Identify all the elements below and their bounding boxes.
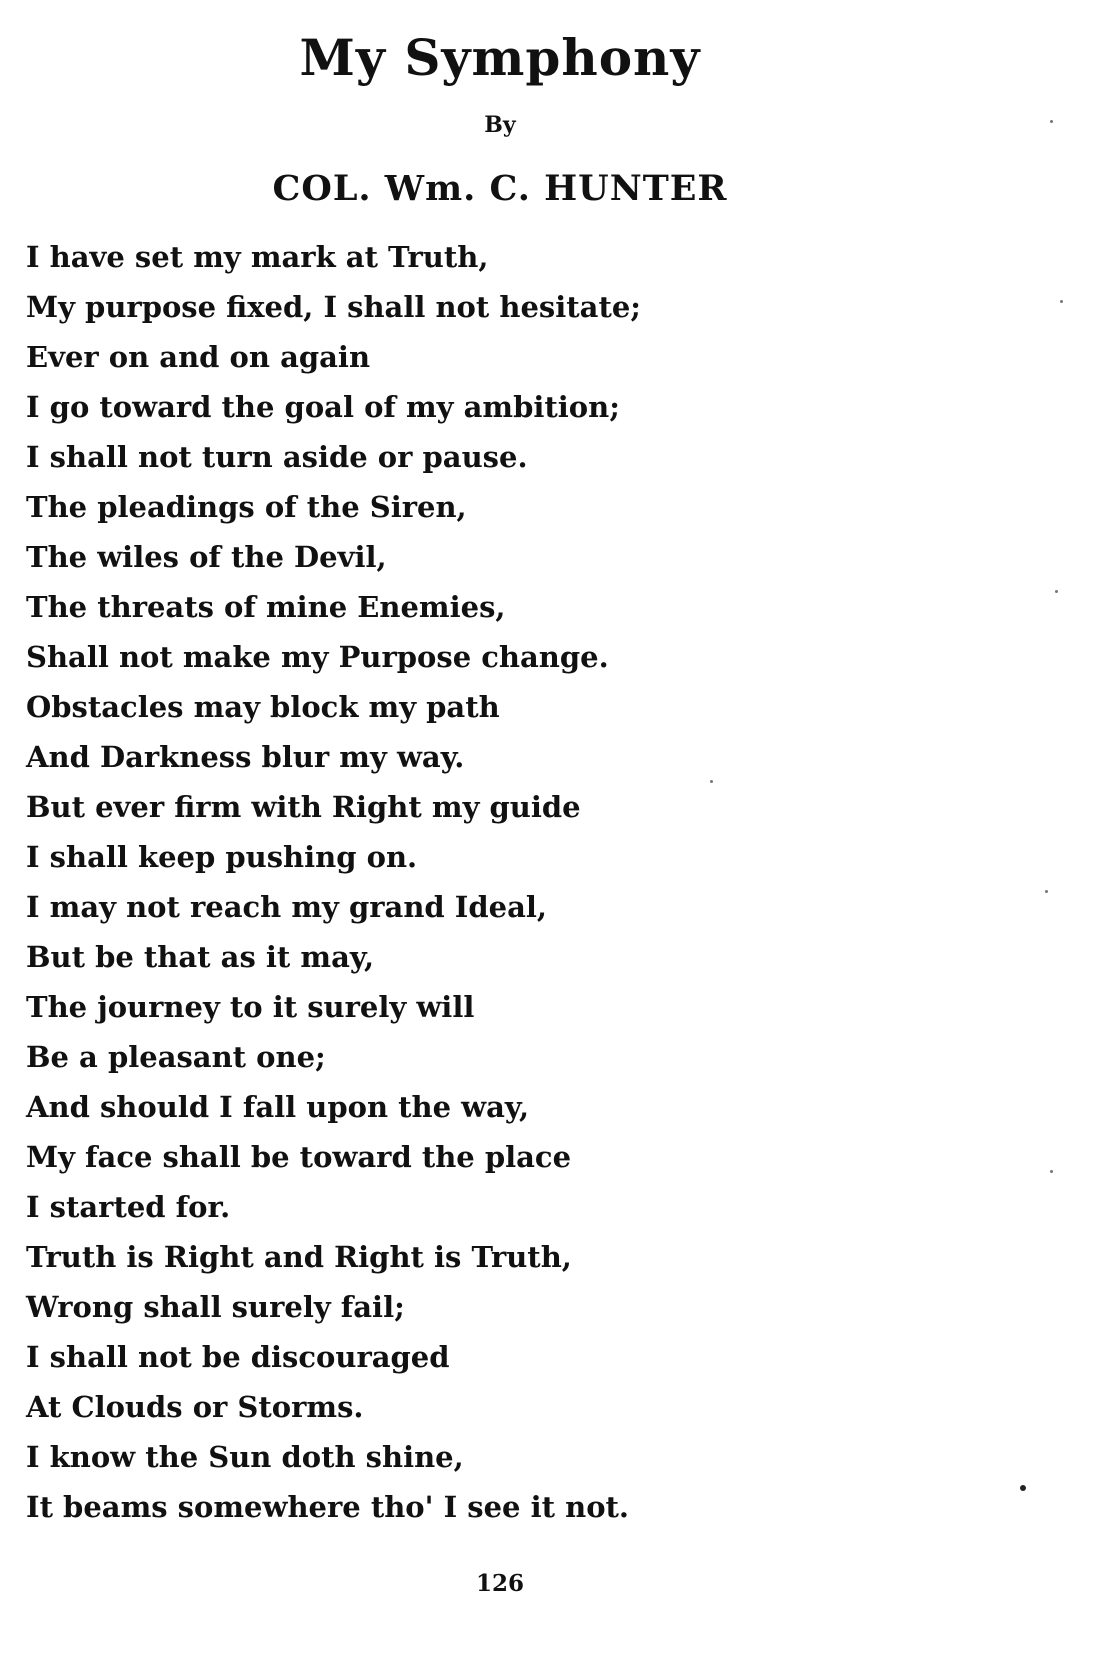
poem-line: I know the Sun doth shine, xyxy=(26,1440,464,1474)
poem-line: Obstacles may block my path xyxy=(26,690,500,724)
poem-line: I have set my mark at Truth, xyxy=(26,240,489,274)
poem-line: Shall not make my Purpose change. xyxy=(26,640,609,674)
byline: By xyxy=(484,112,516,138)
poem-line: Ever on and on again xyxy=(26,340,371,374)
poem-line: Wrong shall surely fail; xyxy=(26,1290,405,1324)
poem-line: I go toward the goal of my ambition; xyxy=(26,390,620,424)
poem-line: I may not reach my grand Ideal, xyxy=(26,890,547,924)
poem-line: Be a pleasant one; xyxy=(26,1040,326,1074)
poem-line: And should I fall upon the way, xyxy=(26,1090,530,1124)
poem-line: At Clouds or Storms. xyxy=(26,1390,364,1424)
scan-speck xyxy=(1055,590,1058,593)
poem-line: But be that as it may, xyxy=(26,940,375,974)
poem-line: The pleadings of the Siren, xyxy=(26,490,467,524)
poem-line: The wiles of the Devil, xyxy=(26,540,387,574)
scan-speck xyxy=(1020,1485,1026,1491)
scan-speck xyxy=(1050,120,1053,123)
poem-line: The threats of mine Enemies, xyxy=(26,590,506,624)
author-name: COL. Wm. C. HUNTER xyxy=(272,168,728,209)
poem-line: Truth is Right and Right is Truth, xyxy=(26,1240,572,1274)
page-number: 126 xyxy=(475,1570,524,1597)
poem-line: And Darkness blur my way. xyxy=(26,740,465,774)
scan-speck xyxy=(710,780,713,783)
poem-line: I shall keep pushing on. xyxy=(26,840,418,874)
poem-line: My face shall be toward the place xyxy=(26,1140,572,1174)
poem-line: I shall not turn aside or pause. xyxy=(26,440,528,474)
poem-body xyxy=(26,232,641,1532)
scan-speck xyxy=(1045,890,1048,893)
poem-line: It beams somewhere tho' I see it not. xyxy=(26,1490,630,1524)
poem-line: I started for. xyxy=(26,1190,231,1224)
poem-line: The journey to it surely will xyxy=(26,990,475,1024)
poem-line: I shall not be discouraged xyxy=(26,1340,450,1374)
poem-line: But ever firm with Right my guide xyxy=(26,790,581,824)
scan-speck xyxy=(1050,1170,1053,1173)
poem-title: My Symphony xyxy=(299,28,701,87)
scan-speck xyxy=(1060,300,1063,303)
poem-line: My purpose fixed, I shall not hesitate; xyxy=(26,290,642,324)
